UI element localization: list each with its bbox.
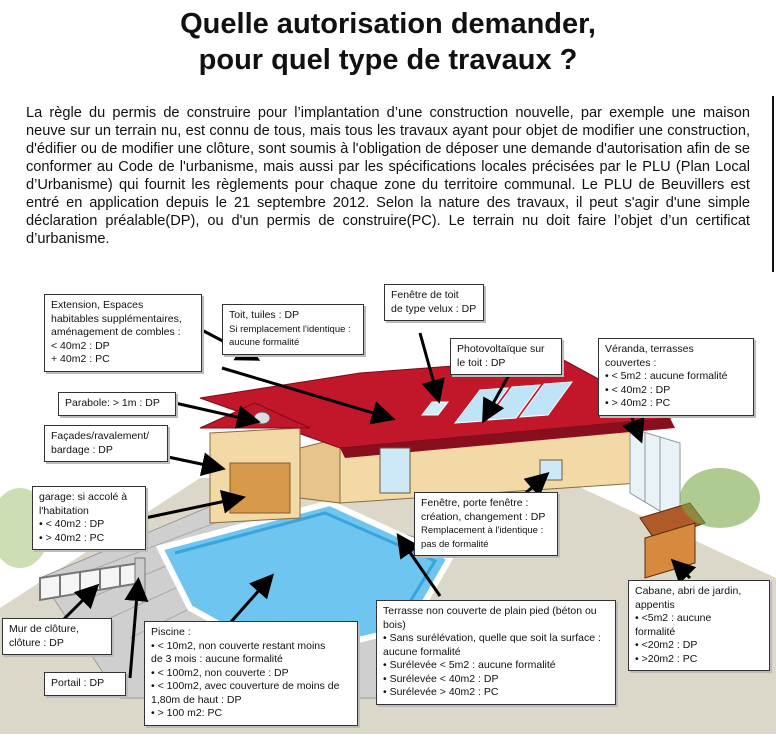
callout-veranda-line: • < 5m2 : aucune formalité [605, 370, 728, 382]
callout-terrasse-line: • Surélevée > 40m2 : PC [383, 686, 499, 698]
callout-portail [44, 672, 126, 696]
arrow-garage [145, 498, 240, 518]
callout-mur-line: Mur de clôture, [9, 623, 80, 635]
callout-cabane-line: formalité [635, 625, 676, 638]
callout-extension-line: < 40m2 : DP [51, 339, 110, 352]
arrow-piscine [230, 578, 270, 623]
callout-toit [222, 304, 364, 355]
callout-photovoltaique-line: le toit : DP [457, 356, 506, 369]
callout-mur [2, 618, 112, 655]
callout-fenetre-line: Fenêtre, porte fenêtre : [421, 497, 529, 509]
callout-toit-line: aucune formalité [229, 337, 300, 348]
callout-parabole [58, 392, 176, 416]
page-title [0, 6, 776, 78]
callout-garage-line: l'habitation [39, 504, 89, 517]
callout-photovoltaique-line: Photovoltaïque sur [457, 343, 545, 355]
callout-fenetre-line: création, changement : DP [421, 510, 546, 523]
title-line-1: Quelle autorisation demander, [180, 8, 596, 40]
callout-mur-line: clôture : DP [9, 636, 64, 649]
callout-cabane-line: • <5m2 : aucune [635, 612, 712, 624]
callout-garage-line: • > 40m2 : PC [39, 531, 105, 544]
callout-garage-line: garage: si accolé à [39, 491, 128, 503]
callout-fenetre-line: pas de formalité [421, 538, 489, 550]
callout-cabane-line: • >20m2 : PC [635, 652, 698, 665]
callout-toit-line: Si remplacement l'identique : [229, 323, 351, 335]
callout-toit-line: Toit, tuiles : DP [229, 309, 300, 321]
intro-paragraph: La règle du permis de construire pour l’implantation d’une construction nouvelle, par exemple une maison neuve sur un terrain nu, est connu de tous, mais tous les travaux ayant pour objet de modifier une construction, d'édifier ou de modifier une clôture, sont soumis à l'obligation de déposer une demande d'autorisation afin de se conformer au Code de l'urbanisme, mais aussi par les spécifications locales précisées par le PLU (Plan Local d’Urbanisme) qui fournit les règlements pour chaque zone du territoire communal. Le PLU de Beuvillers est entré en application depuis le 21 septembre 2012. Selon la nature des travaux, il peut s'agir d'une simple déclaration préalable(DP), ou d'un permis de construire(PC). Le terrain nu doit faire l’objet d’un certificat d’urbanisme. [26, 105, 750, 247]
callout-facades [44, 425, 168, 462]
callout-cabane-line: • <20m2 : DP [635, 639, 698, 651]
callout-extension-line: Extension, Espaces [51, 299, 144, 311]
arrow-photovoltaique [485, 373, 510, 418]
callout-veranda-line: • < 40m2 : DP [605, 383, 671, 396]
arrow-parabole [175, 403, 255, 421]
callout-garage-line: • < 40m2 : DP [39, 518, 105, 530]
callout-piscine-line: • < 100m2, non couverte : DP [151, 666, 289, 679]
callout-piscine-line: • < 100m2, avec couverture de moins de [151, 680, 340, 692]
callout-veranda-line: Véranda, terrasses [605, 343, 694, 355]
callout-piscine-line: Piscine : [151, 626, 191, 638]
callout-veranda-line: • > 40m2 : PC [605, 397, 671, 409]
callout-terrasse-line: • Surélevée < 5m2 : aucune formalité [383, 659, 556, 671]
callout-facades-line: bardage : DP [51, 443, 113, 456]
callout-fenetre-toit-line: Fenêtre de toit [391, 289, 459, 301]
callout-piscine-line: • > 100 m2: PC [151, 707, 223, 719]
callout-terrasse-line: Terrasse non couverte de plain pied (béton ou [383, 605, 597, 617]
callout-cabane-line: appentis [635, 598, 675, 611]
arrow-toit [222, 368, 390, 418]
callout-terrasse-line: bois) [383, 618, 406, 631]
callout-extension-line: aménagement de combles : [51, 326, 181, 338]
callout-piscine-line: 1,80m de haut : DP [151, 693, 242, 706]
callout-fenetre [414, 492, 558, 556]
callout-parabole-line: Parabole: > 1m : DP [65, 397, 160, 409]
title-line-2: pour quel type de travaux ? [198, 44, 578, 76]
callout-fenetre-toit-line: de type velux : DP [391, 302, 477, 315]
callout-veranda [598, 338, 754, 416]
divider-line [772, 96, 774, 272]
callout-cabane-line: Cabane, abri de jardin, [635, 585, 742, 597]
callout-veranda-line: couvertes : [605, 356, 657, 369]
callout-extension [44, 294, 202, 372]
callout-photovoltaique [450, 338, 562, 375]
callout-terrasse [376, 600, 616, 705]
callout-cabane [628, 580, 770, 671]
callout-piscine [144, 621, 358, 726]
callout-extension-line: + 40m2 : PC [51, 353, 110, 365]
callout-garage [32, 486, 146, 550]
callout-portail-line: Portail : DP [51, 677, 105, 689]
callout-piscine-line: • < 10m2, non couverte restant moins [151, 639, 326, 652]
callout-fenetre-toit [384, 284, 484, 321]
callout-fenetre-line: Remplacement à l'identique : [421, 525, 544, 536]
callout-facades-line: Façades/ravalement/ [51, 430, 150, 442]
arrow-fenetre-toit [420, 333, 438, 398]
arrow-cabane [675, 563, 690, 578]
callout-terrasse-line: • Surélevée < 40m2 : DP [383, 672, 499, 685]
callout-piscine-line: de 3 mois : aucune formalité [151, 653, 283, 665]
callout-terrasse-line: • Sans surélévation, quelle que soit la surface : [383, 632, 601, 644]
arrow-portail [130, 583, 138, 678]
callout-terrasse-line: aucune formalité [383, 645, 461, 658]
house-illustration [0, 278, 776, 734]
callout-extension-line: habitables supplémentaires, [51, 312, 182, 325]
